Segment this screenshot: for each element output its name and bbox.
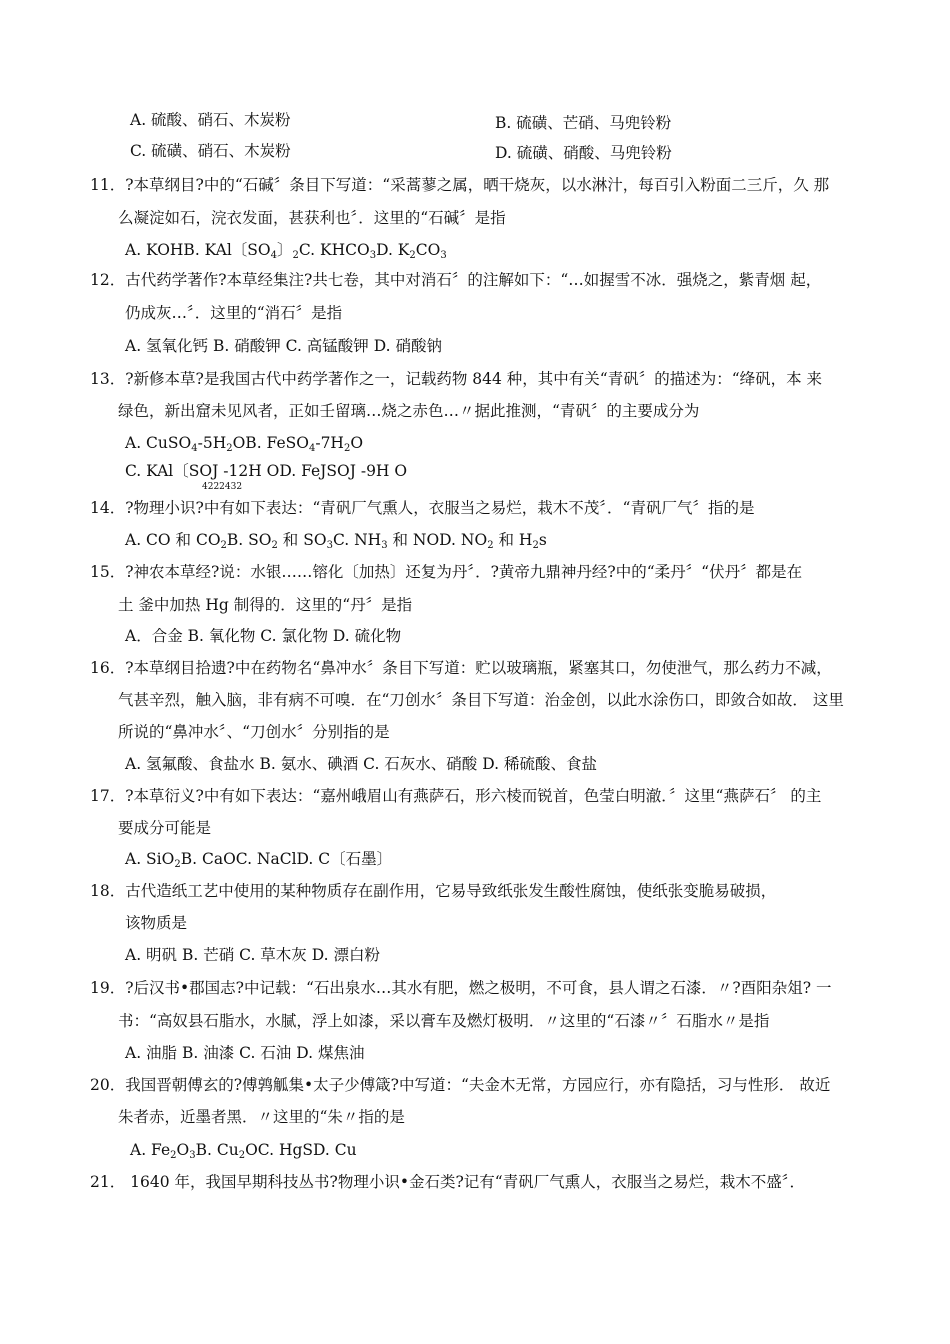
question-19-line-2: 书：“高奴县石脂水，水腻，浮上如漆，采以膏车及燃灯极明．〃这里的“石漆〃〞石脂水〃是指 [118, 1012, 770, 1030]
question-12-line-1: 12．古代药学著作?本草经集注?共七卷，其中对消石〞的注解如下：“…如握雪不冰．强烧之，紫青烟 起， [90, 271, 822, 289]
question-11-options: A. KOHB. KAl〔SO4〕2C. KHCO3D. K2CO3 [125, 241, 447, 261]
question-19-options: A. 油脂 B. 油漆 C. 石油 D. 煤焦油 [125, 1044, 365, 1062]
question-18-line-1: 18．古代造纸工艺中使用的某种物质存在副作用，它易导致纸张发生酸性腐蚀，使纸张变脆易破损， [90, 882, 777, 900]
question-19-line-1: 19．?后汉书•郡国志?中记载：“石出泉水…其水有肥，燃之极明，不可食，县人谓之石漆．〃?酉阳杂俎? 一 [90, 979, 832, 997]
question-17-line-1: 17．?本草衍义?中有如下表达：“嘉州峨眉山有燕萨石，形六棱而锐首，色莹白明澈．〞这里“燕萨石〞 的主 [90, 787, 822, 805]
question-16-options: A. 氢氟酸、食盐水 B. 氨水、碘酒 C. 石灰水、硝酸 D. 稀硫酸、食盐 [125, 755, 597, 773]
question-17-line-2: 要成分可能是 [118, 819, 212, 837]
question-13-options-ab: A. CuSO4-5H2OB. FeSO4-7H2O [125, 434, 364, 454]
question-17-options: A. SiO2B. CaOC. NaClD. C〔石墨〕 [125, 850, 393, 870]
question-15-line-2: 土 釜中加热 Hg 制得的．这里的“丹〞是指 [118, 596, 413, 614]
question-21-line-1: 21． 1640 年，我国早期科技丛书?物理小识•金石类?记有“青矾厂气熏人，衣服当之易烂，栽木不盛〞． [90, 1173, 805, 1191]
question-16-line-2: 气甚辛烈，触入脑，非有病不可嗅．在“刀创水〞条目下写道：治金创，以此水涂伤口，即敛合如故． 这里 [118, 691, 844, 709]
option-10b: B. 硫磺、芒硝、马兜铃粉 [495, 114, 672, 132]
question-14-line-1: 14．?物理小识?中有如下表达：“青矾厂气熏人，衣服当之易烂，栽木不茂〞．“青矾厂气〞指的是 [90, 499, 755, 517]
question-13-subscripts: 4222432 [202, 482, 243, 492]
question-18-options: A. 明矾 B. 芒硝 C. 草木灰 D. 漂白粉 [125, 946, 380, 964]
question-13-options-cd: C. KAl〔SOJ -12H OD. FeJSOJ -9H O [125, 462, 408, 480]
option-10c: C. 硫磺、硝石、木炭粉 [130, 142, 291, 160]
question-16-line-1: 16．?本草纲目拾遗?中在药物名“鼻冲水〞条目下写道：贮以玻璃瓶，紧塞其口，勿使泄气，那么药力不减， [90, 659, 832, 677]
question-20-line-1: 20．我国晋朝傅玄的?傅鹑觚集•太子少傅箴?中写道：“夫金木无常，方园应行，亦有隐括，习与性形． 故近 [90, 1076, 831, 1094]
question-20-options: A. Fe2O3B. Cu2OC. HgSD. Cu [130, 1141, 357, 1161]
question-12-options: A. 氢氧化钙 B. 硝酸钾 C. 高锰酸钾 D. 硝酸钠 [125, 337, 442, 355]
question-12-line-2: 仍成灰…〞．这里的“消石〞是指 [125, 304, 343, 322]
question-11-line-1: 11．?本草纲目?中的“石碱〞条目下写道：“采蒿蓼之属，晒干烧灰，以水淋汁，每百引入粉面二三斤，久 那 [90, 176, 830, 194]
question-15-options: A．合金 B. 氧化物 C. 氯化物 D. 硫化物 [125, 627, 402, 645]
question-14-options: A. CO 和 CO2B. SO2 和 SO3C. NH3 和 NOD. NO2 和 H2s [125, 531, 547, 551]
question-15-line-1: 15．?神农本草经?说：水银……镕化〔加热〕还复为丹〞．?黄帝九鼎神丹经?中的“柔丹〞“伏丹〞都是在 [90, 563, 803, 581]
question-13-line-1: 13．?新修本草?是我国古代中药学著作之一，记载药物 844 种，其中有关“青矾〞的描述为：“绛矾，本 来 [90, 370, 823, 388]
question-16-line-3: 所说的“鼻冲水〞、“刀创水〞分别指的是 [118, 723, 390, 741]
question-11-line-2: 么凝淀如石，浣衣发面，甚获利也〞．这里的“石碱〞是指 [118, 209, 506, 227]
question-18-line-2: 该物质是 [125, 914, 188, 932]
question-20-line-2: 朱者赤，近墨者黑．〃这里的“朱〃指的是 [118, 1108, 405, 1126]
question-13-line-2: 绿色，新出窟未见风者，正如壬留璃…烧之赤色…〃据此推测，“青矾〞的主要成分为 [118, 402, 700, 420]
option-10a: A. 硫酸、硝石、木炭粉 [130, 111, 291, 129]
option-10d: D. 硫磺、硝酸、马兜铃粉 [495, 144, 672, 162]
